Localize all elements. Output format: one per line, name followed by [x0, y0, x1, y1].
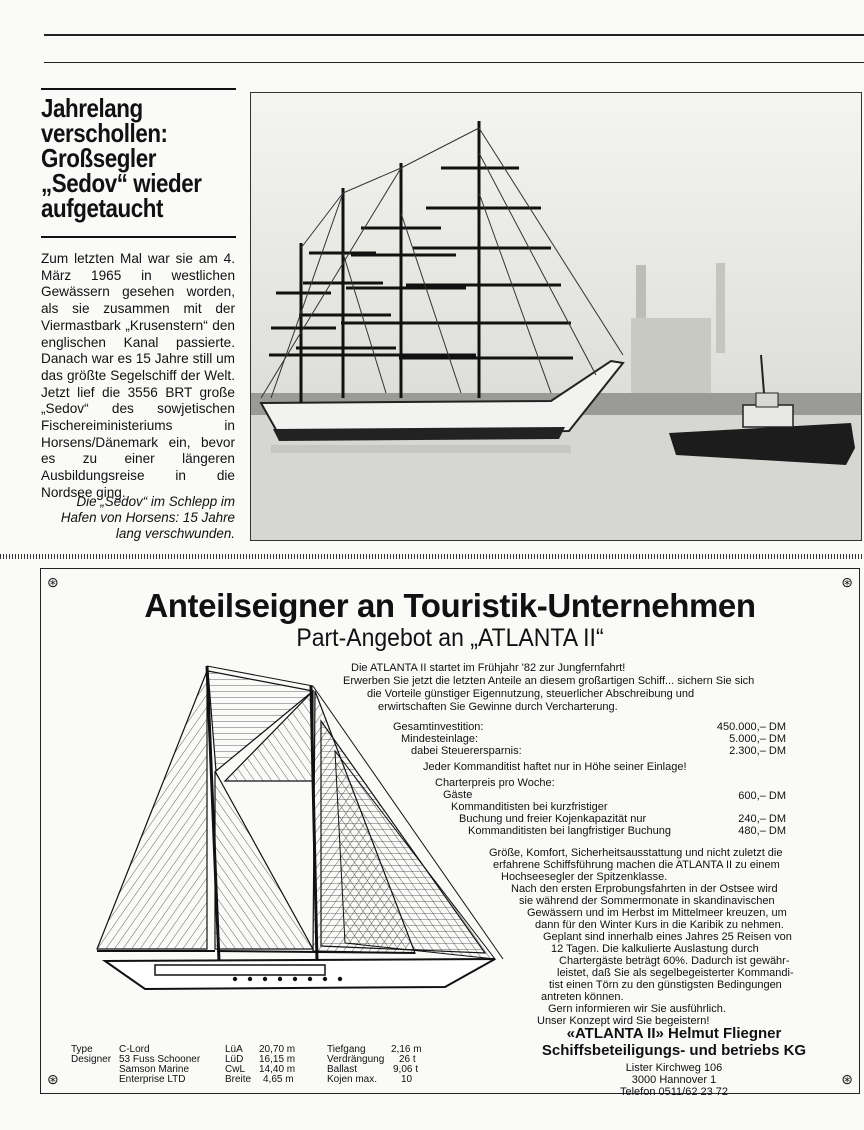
article-headline	[41, 93, 213, 223]
ornament-icon: ⊛	[47, 1071, 59, 1087]
phone: Telefon 0511/62 23 72	[619, 1086, 729, 1098]
finance-value: 450.000,– DM	[716, 721, 786, 733]
atlanta-advertisement	[40, 568, 860, 1098]
spec-value: 14,40 m	[259, 1064, 296, 1075]
spec-value: 10	[401, 1074, 413, 1085]
liability-note: Jeder Kommanditist haftet nur in Höhe seiner Einlage!	[423, 761, 687, 773]
finance-value: 2.300,– DM	[729, 745, 786, 757]
spec-value: 9,06 t	[393, 1064, 419, 1075]
spec-label: Ballast	[327, 1064, 358, 1075]
address-line: Lister Kirchweg 106	[625, 1062, 723, 1074]
article-body: Zum letzten Mal war sie am 4. März 1965 in westlichen Gewässern gesehen worden, als sie zusammen mit der Viermastbark „Krusenstern“ den englischen Kanal passierte. Danach war es 15 Jahre still um das größte Segelschiff der Welt. Jetzt lief die 3556 BRT große „Sedov“ des sowjetischen Fischereiministeriums in Horsens/Dänemark ein, bevor es zu einer längeren Ausbildungsreise in die Nordsee ging.	[41, 251, 235, 500]
finance-label: Gesamtinvestition:	[393, 721, 484, 733]
address-line: 3000 Hannover 1	[631, 1074, 717, 1086]
description-line: tist einen Törn zu den günstigsten Bedingungen	[549, 979, 782, 991]
charter-guests: Gäste	[443, 789, 473, 801]
finance-label: dabei Steuerersparnis:	[411, 745, 522, 757]
section-divider	[0, 554, 864, 559]
spec-label: Kojen max.	[327, 1074, 378, 1085]
spec-label: LüA	[225, 1044, 243, 1055]
spec-label: Type	[71, 1044, 93, 1055]
spec-label: CwL	[225, 1064, 246, 1075]
description-line: 12 Tagen. Die kalkulierte Auslastung durch	[551, 943, 759, 955]
top-rule-1	[44, 34, 864, 36]
ad-subtitle: Part-Angebot an „ATLANTA II“	[296, 624, 604, 652]
description-line: Chartergäste beträgt 60%. Dadurch ist gewähr-	[559, 955, 790, 967]
spec-value: 2,16 m	[391, 1044, 422, 1055]
description-line: dann für den Winter Kurs in die Karibik zu nehmen.	[535, 919, 784, 931]
spec-label: Breite	[225, 1074, 252, 1085]
description-line: erfahrene Schiffsführung machen die ATLANTA II zu einem	[493, 859, 780, 871]
spec-value: 26 t	[399, 1054, 416, 1065]
intro-line: erwirtschaften Sie Gewinne durch Vercharterung.	[378, 701, 618, 713]
charter-short-value: 240,– DM	[738, 813, 786, 825]
description-line: Gern informieren wir Sie ausführlich.	[548, 1003, 726, 1015]
spec-value: 20,70 m	[259, 1044, 296, 1055]
spec-label: Tiefgang	[327, 1044, 366, 1055]
headline-line: aufgetaucht	[41, 193, 163, 223]
spec-value: Enterprise LTD	[119, 1074, 186, 1085]
schooner-drawing	[85, 661, 505, 1021]
headline-line: „Sedov“ wieder	[41, 168, 202, 198]
description-line: sie während der Sommermonate in skandinavischen	[519, 895, 775, 907]
ornament-icon: ⊛	[841, 574, 853, 590]
company-name: «ATLANTA II» Helmut Fliegner	[566, 1025, 782, 1042]
photo-caption: Die „Sedov“ im Schlepp im Hafen von Horsens: 15 Jahre lang verschwunden.	[60, 494, 235, 541]
spec-value: 4,65 m	[263, 1074, 294, 1085]
charter-guests-value: 600,– DM	[738, 790, 786, 802]
headline-line: Großsegler	[41, 143, 156, 173]
description-line: Hochseesegler der Spitzenklasse.	[501, 871, 668, 883]
description-line: Nach den ersten Erprobungsfahrten in der Ostsee wird	[511, 883, 778, 895]
ornament-icon: ⊛	[841, 1071, 853, 1087]
intro-line: Die ATLANTA II startet im Frühjahr '82 zur Jungfernfahrt!	[351, 662, 626, 674]
company-type: Schiffsbeteiligungs- und betriebs KG	[541, 1042, 807, 1059]
spec-label: LüD	[225, 1054, 244, 1065]
sedov-photo	[250, 92, 862, 541]
spec-value: Samson Marine	[119, 1064, 190, 1075]
charter-short-line: Kommanditisten bei kurzfristiger	[451, 801, 608, 813]
headline-line: verschollen:	[41, 118, 168, 148]
spec-value: 53 Fuss Schooner	[119, 1054, 201, 1065]
spec-value: C-Lord	[119, 1044, 150, 1055]
description-line: Unser Konzept wird Sie begeistern!	[537, 1015, 710, 1027]
ad-title: Anteilseigner an Touristik-Unternehmen	[144, 587, 756, 624]
headline-line: Jahrelang	[41, 93, 143, 123]
top-rule-2	[44, 62, 864, 63]
charter-short-line: Buchung und freier Kojenkapazität nur	[459, 813, 647, 825]
description-line: antreten können.	[541, 991, 624, 1003]
intro-line: die Vorteile günstiger Eigennutzung, steuerlicher Abschreibung und	[367, 688, 695, 700]
spec-label: Designer	[71, 1054, 112, 1065]
intro-line: Erwerben Sie jetzt die letzten Anteile an diesem großartigen Schiff... sichern Sie sich	[343, 675, 755, 687]
ornament-icon: ⊛	[47, 574, 59, 590]
description-line: Geplant sind innerhalb eines Jahres 25 Reisen von	[543, 931, 792, 943]
charter-long-value: 480,– DM	[738, 825, 786, 837]
description-line: Größe, Komfort, Sicherheitsausstattung und nicht zuletzt die	[489, 847, 783, 859]
spec-label: Verdrängung	[327, 1054, 385, 1065]
charter-heading: Charterpreis pro Woche:	[435, 777, 555, 789]
finance-value: 5.000,– DM	[729, 733, 786, 745]
finance-label: Mindesteinlage:	[401, 733, 479, 745]
spec-value: 16,15 m	[259, 1054, 296, 1065]
description-line: Gewässern und im Herbst im Mittelmeer kreuzen, um	[527, 907, 787, 919]
headline-bottom-rule	[41, 236, 236, 238]
charter-long: Kommanditisten bei langfristiger Buchung	[468, 825, 672, 837]
headline-top-rule	[41, 88, 236, 90]
description-line: leistet, daß Sie als segelbegeisterter Kommandi-	[557, 967, 794, 979]
